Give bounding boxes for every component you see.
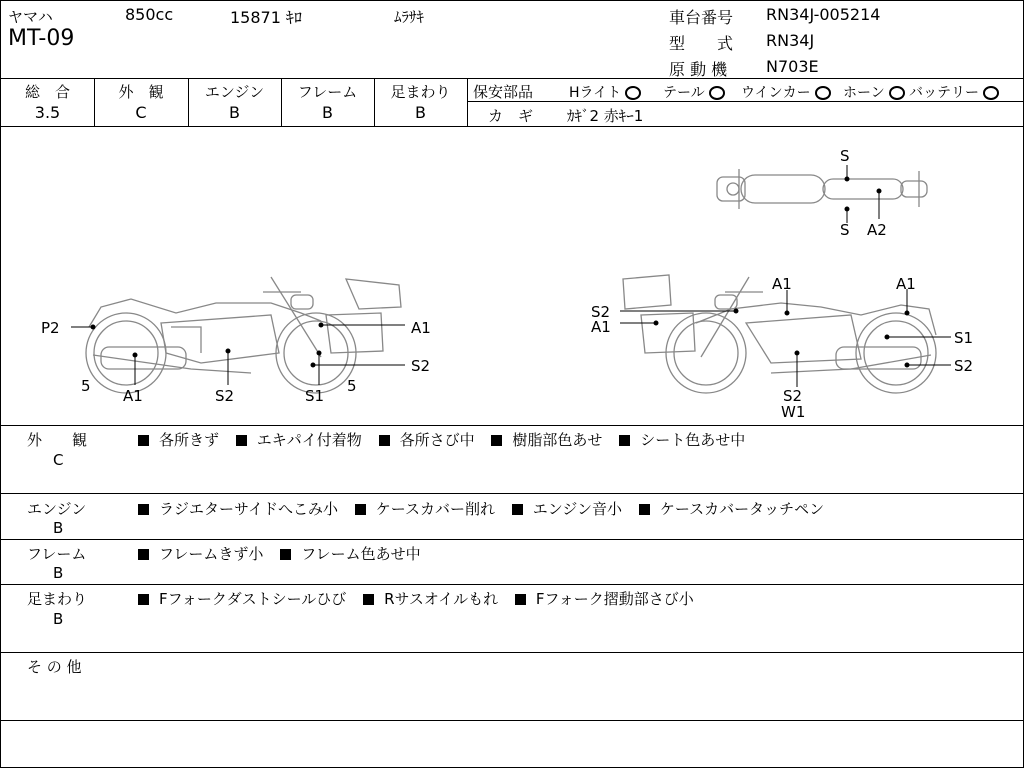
- note-items-frame: [138, 543, 433, 564]
- frame-grade-label: フレーム: [297, 83, 358, 101]
- note-item: エキパイ付着物: [256, 431, 362, 449]
- diagram-label: S2: [215, 387, 235, 405]
- bullet-square-icon: [138, 435, 149, 446]
- frame-no: RN34J-005214: [766, 5, 881, 24]
- left-side-motorcycle-icon: [86, 277, 401, 393]
- type-label: 型 式: [669, 34, 734, 53]
- note-item: シート色あせ中: [640, 431, 746, 449]
- note-item: フレームきず小: [159, 545, 264, 563]
- safety-item-headlight: Hライト: [569, 82, 641, 102]
- divider: [1, 539, 1023, 540]
- diagram-label: S: [840, 221, 850, 239]
- suspension-grade-label: 足まわり: [390, 83, 451, 101]
- exterior-grade: C: [135, 103, 147, 122]
- diagram-label: A1: [411, 319, 431, 337]
- note-item: ケースカバータッチペン: [659, 500, 825, 518]
- maker: ヤマハ: [8, 8, 53, 26]
- displacement: 850cc: [125, 5, 174, 24]
- diagram-label: A1: [772, 275, 792, 293]
- note-items-exterior: [138, 429, 757, 450]
- ok-circle-icon: [625, 86, 641, 100]
- divider: [1, 78, 1023, 79]
- note-item: エンジン音小: [532, 500, 623, 518]
- note-item: Fフォークダストシールひび: [159, 590, 347, 608]
- type-value: RN34J: [766, 31, 815, 50]
- diagram-label: S2: [783, 387, 803, 405]
- bullet-square-icon: [138, 594, 149, 605]
- diagram-label: A1: [896, 275, 916, 293]
- bullet-square-icon: [280, 549, 291, 560]
- bullet-square-icon: [138, 504, 149, 515]
- ok-circle-icon: [709, 86, 725, 100]
- diagram-label: A1: [591, 318, 611, 336]
- note-item: ケースカバー削れ: [375, 500, 495, 518]
- safety-item-tail: テール: [663, 82, 725, 102]
- bullet-square-icon: [639, 504, 650, 515]
- note-label-other: そ の 他: [27, 658, 82, 676]
- frame-grade: B: [322, 103, 333, 122]
- safety-item-winker: ウインカー: [741, 82, 831, 102]
- engine-label: 原 動 機: [669, 60, 728, 79]
- divider: [1, 584, 1023, 585]
- divider: [1, 652, 1023, 653]
- note-grade-exterior: C: [53, 451, 64, 469]
- diagram-label: S1: [305, 387, 325, 405]
- bullet-square-icon: [491, 435, 502, 446]
- note-grade-frame: B: [53, 564, 64, 582]
- bullet-square-icon: [515, 594, 526, 605]
- diagram-label: S2: [591, 303, 611, 321]
- bullet-square-icon: [355, 504, 366, 515]
- exterior-label: 外 観: [118, 83, 164, 101]
- bullet-square-icon: [619, 435, 630, 446]
- frame-no-label: 車台番号: [669, 8, 734, 27]
- note-item: ラジエターサイドへこみ小: [159, 500, 338, 518]
- divider: [1, 493, 1023, 494]
- diagram-label: S2: [954, 357, 974, 375]
- note-item: フレーム色あせ中: [301, 545, 421, 563]
- model-name: MT-09: [8, 26, 75, 51]
- note-item: 各所さび中: [399, 431, 475, 449]
- ok-circle-icon: [983, 86, 999, 100]
- note-items-engine: [138, 498, 836, 519]
- overall-label: 総 合: [24, 83, 70, 101]
- safety-item-battery: バッテリー: [909, 82, 999, 102]
- bullet-square-icon: [379, 435, 390, 446]
- diagram-label: 5: [81, 377, 91, 395]
- diagram-label: S2: [411, 357, 431, 375]
- diagram-label: A2: [867, 221, 887, 239]
- bullet-square-icon: [512, 504, 523, 515]
- damage-diagram: [1, 127, 1023, 425]
- note-label-exterior: 外 観: [27, 431, 88, 449]
- safety-item-horn: ホーン: [843, 82, 905, 102]
- divider: [1, 720, 1023, 721]
- note-item: Rサスオイルもれ: [384, 590, 499, 608]
- bullet-square-icon: [236, 435, 247, 446]
- engine-value: N703E: [766, 57, 819, 76]
- color: ﾑﾗｻｷ: [394, 8, 425, 26]
- note-grade-suspension: B: [53, 610, 64, 628]
- overall-grade: 3.5: [34, 103, 61, 122]
- note-label-suspension: 足まわり: [27, 590, 88, 608]
- ok-circle-icon: [815, 86, 831, 100]
- diagram-label: P2: [41, 319, 60, 337]
- bullet-square-icon: [138, 549, 149, 560]
- mileage: 15871 ｷﾛ: [230, 8, 302, 27]
- note-grade-engine: B: [53, 519, 64, 537]
- diagram-label: S: [840, 147, 850, 165]
- key-label: カ ギ: [488, 107, 534, 125]
- key-value: ｶｷﾞ2 赤ｷｰ1: [567, 107, 644, 125]
- diagram-label: S1: [954, 329, 974, 347]
- engine-grade: B: [229, 103, 240, 122]
- diagram-label: A1: [123, 387, 143, 405]
- divider: [467, 78, 468, 126]
- diagram-label: 5: [347, 377, 357, 395]
- divider: [1, 425, 1023, 426]
- safety-label: 保安部品: [473, 83, 534, 101]
- note-item: 各所きず: [159, 431, 220, 449]
- note-item: Fフォーク摺動部さび小: [535, 590, 694, 608]
- engine-grade-label: エンジン: [204, 83, 265, 101]
- note-item: 樹脂部色あせ: [512, 431, 603, 449]
- ok-circle-icon: [889, 86, 905, 100]
- top-view-motorcycle-icon: [717, 169, 927, 209]
- note-label-frame: フレーム: [27, 545, 87, 563]
- bullet-square-icon: [363, 594, 374, 605]
- note-label-engine: エンジン: [27, 500, 87, 518]
- note-items-suspension: [138, 588, 706, 609]
- suspension-grade: B: [415, 103, 426, 122]
- diagram-label: W1: [781, 403, 806, 421]
